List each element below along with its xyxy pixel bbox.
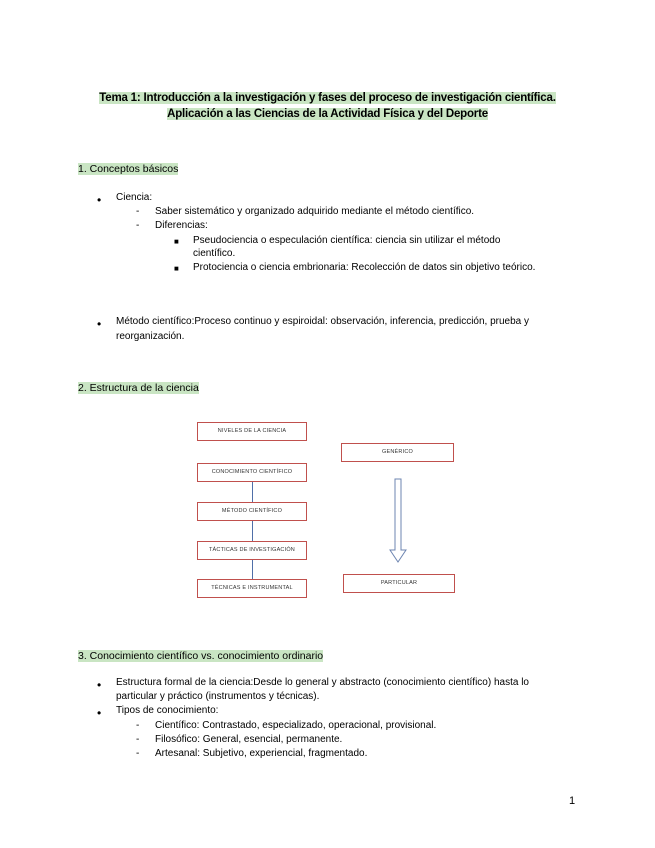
section-3-heading: 3. Conocimiento científico vs. conocimiento ordinario	[78, 650, 324, 662]
connector-line	[252, 482, 253, 502]
dash-icon: -	[136, 734, 140, 745]
title-line-2: Aplicación a las Ciencias de la Actividad Física y del Deporte	[167, 108, 488, 120]
connector-line	[252, 521, 253, 541]
down-arrow-icon	[388, 478, 408, 564]
ciencia-definition: Saber sistemático y organizado adquirido mediante el método científico.	[155, 206, 475, 217]
pseudociencia-line-2: científico.	[193, 248, 236, 259]
square-bullet-icon: ■	[174, 237, 179, 246]
metodo-line-2: reorganización.	[116, 331, 185, 342]
ciencia-label: Ciencia:	[116, 192, 153, 203]
box-tacticas: TÁCTICAS DE INVESTIGACIÓN	[197, 541, 307, 560]
section-1-heading: 1. Conceptos básicos	[78, 163, 179, 175]
estructura-line-2: particular y práctico (instrumentos y técnicas).	[116, 691, 320, 702]
box-metodo: MÉTODO CIENTÍFICO	[197, 502, 307, 521]
page-number: 1	[569, 795, 576, 807]
box-tecnicas: TÉCNICAS E INSTRUMENTAL	[197, 579, 307, 598]
tipo-filosofico: Filosófico: General, esencial, permanente.	[155, 734, 343, 745]
square-bullet-icon: ■	[174, 264, 179, 273]
bullet-icon: •	[97, 706, 102, 720]
box-generico: GENÉRICO	[341, 443, 454, 462]
metodo-line-1: Método científico:Proceso continuo y espiroidal: observación, inferencia, predicción, prueba y	[116, 316, 530, 327]
dash-icon: -	[136, 748, 140, 759]
bullet-icon: •	[97, 193, 102, 207]
box-conocimiento: CONOCIMIENTO CIENTÍFICO	[197, 463, 307, 482]
tipo-cientifico: Científico: Contrastado, especializado, operacional, provisional.	[155, 720, 437, 731]
title-line-1: Tema 1: Introducción a la investigación y fases del proceso de investigación científica.	[99, 92, 556, 104]
box-particular: PARTICULAR	[343, 574, 455, 593]
dash-icon: -	[136, 720, 140, 731]
protociencia-text: Protociencia o ciencia embrionaria: Recolección de datos sin objetivo teórico.	[193, 262, 536, 273]
dash-icon: -	[136, 206, 140, 217]
connector-line	[252, 560, 253, 580]
diferencias-label: Diferencias:	[155, 220, 208, 231]
dash-icon: -	[136, 220, 140, 231]
tipos-label: Tipos de conocimiento:	[116, 705, 219, 716]
tipo-artesanal: Artesanal: Subjetivo, experiencial, fragmentado.	[155, 748, 368, 759]
document-title	[0, 92, 655, 104]
estructura-line-1: Estructura formal de la ciencia:Desde lo general y abstracto (conocimiento científico) hasta lo	[116, 677, 529, 688]
bullet-icon: •	[97, 317, 102, 331]
bullet-icon: •	[97, 678, 102, 692]
section-2-heading: 2. Estructura de la ciencia	[78, 382, 199, 394]
box-niveles: NIVELES DE LA CIENCIA	[197, 422, 307, 441]
pseudociencia-line-1: Pseudociencia o especulación científica: ciencia sin utilizar el método	[193, 235, 501, 246]
